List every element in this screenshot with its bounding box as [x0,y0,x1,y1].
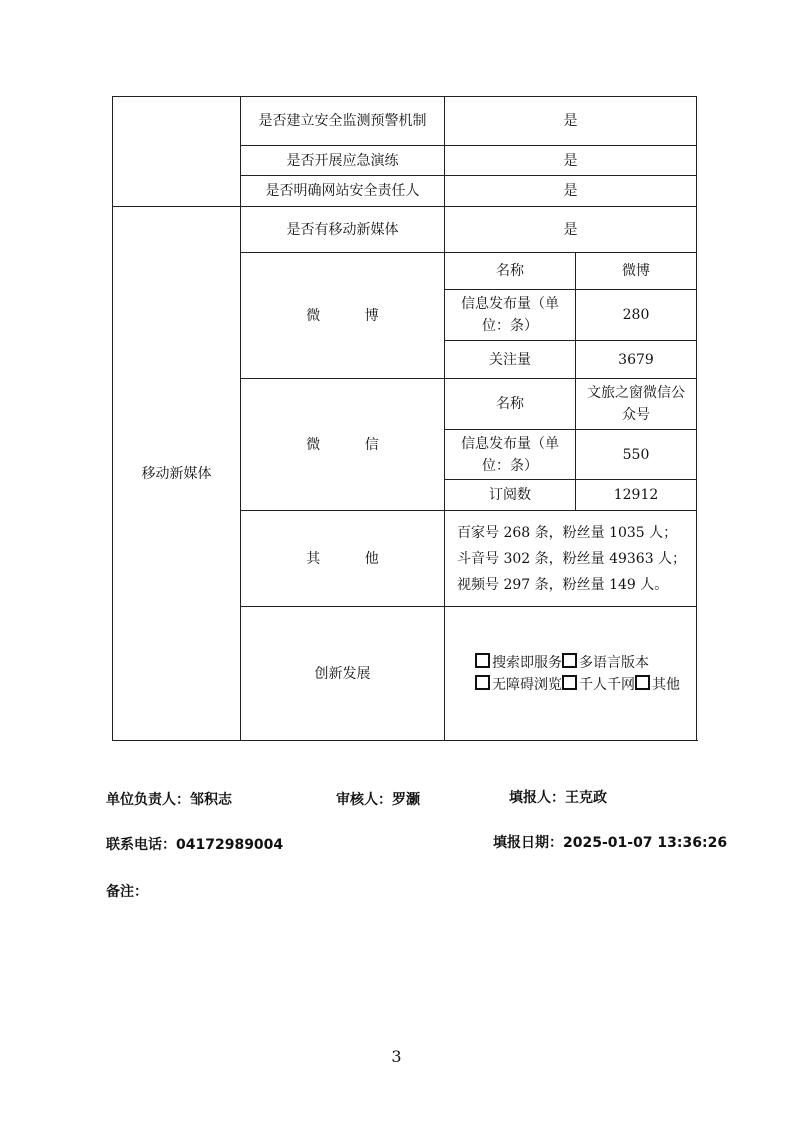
wechat-posts-value: 550 [576,430,697,480]
innovation-label: 创新发展 [241,607,445,741]
remarks-label: 备注： [106,884,148,900]
security-row-value: 是 [445,176,697,207]
weibo-followers-label: 关注量 [445,341,576,379]
security-row-value: 是 [445,146,697,176]
unit-head: 单位负责人：邹积志 [106,792,232,808]
weibo-posts-value: 280 [576,290,697,341]
innovation-option[interactable]: 搜索即服务 [475,652,562,674]
has-media-value: 是 [445,207,697,253]
weibo-label: 微 博 [241,253,445,379]
wechat-posts-label: 信息发布量（单位：条） [445,430,576,480]
page-number: 3 [391,1047,402,1066]
weibo-followers-value: 3679 [576,341,697,379]
security-row-label: 是否明确网站安全责任人 [241,176,445,207]
weibo-name-label: 名称 [445,253,576,290]
innovation-option[interactable]: 其他 [635,674,680,696]
other-label: 其 他 [241,511,445,607]
security-row-label: 是否建立安全监测预警机制 [241,97,445,146]
wechat-label: 微 信 [241,379,445,511]
checkbox-icon[interactable] [475,675,490,690]
report-table [112,96,697,741]
weibo-posts-label: 信息发布量（单位：条） [445,290,576,341]
security-row-label: 是否开展应急演练 [241,146,445,176]
report-date: 填报日期：2025-01-07 13:36:26 [493,835,728,851]
filler: 填报人：王克政 [509,790,607,806]
innovation-options [445,607,697,741]
media-section-label: 移动新媒体 [113,207,241,741]
wechat-name-value: 文旅之窗微信公众号 [576,379,697,430]
wechat-subs-value: 12912 [576,480,697,511]
innovation-option[interactable]: 多语言版本 [562,652,649,674]
has-media-label: 是否有移动新媒体 [241,207,445,253]
wechat-subs-label: 订阅数 [445,480,576,511]
wechat-name-label: 名称 [445,379,576,430]
security-section-cell [113,97,241,207]
contact-phone: 联系电话：04172989004 [106,837,284,853]
checkbox-icon[interactable] [562,675,577,690]
security-row-value: 是 [445,97,697,146]
checkbox-icon[interactable] [475,653,490,668]
reviewer: 审核人：罗灏 [336,792,420,808]
innovation-option[interactable]: 无障碍浏览 [475,674,562,696]
checkbox-icon[interactable] [562,653,577,668]
other-text: 百家号 268 条，粉丝量 1035 人；斗音号 302 条，粉丝量 49363 人；视频号 297 条，粉丝量 149 人。 [445,511,697,607]
innovation-option[interactable]: 千人千网 [562,674,635,696]
weibo-name-value: 微博 [576,253,697,290]
checkbox-icon[interactable] [635,675,650,690]
